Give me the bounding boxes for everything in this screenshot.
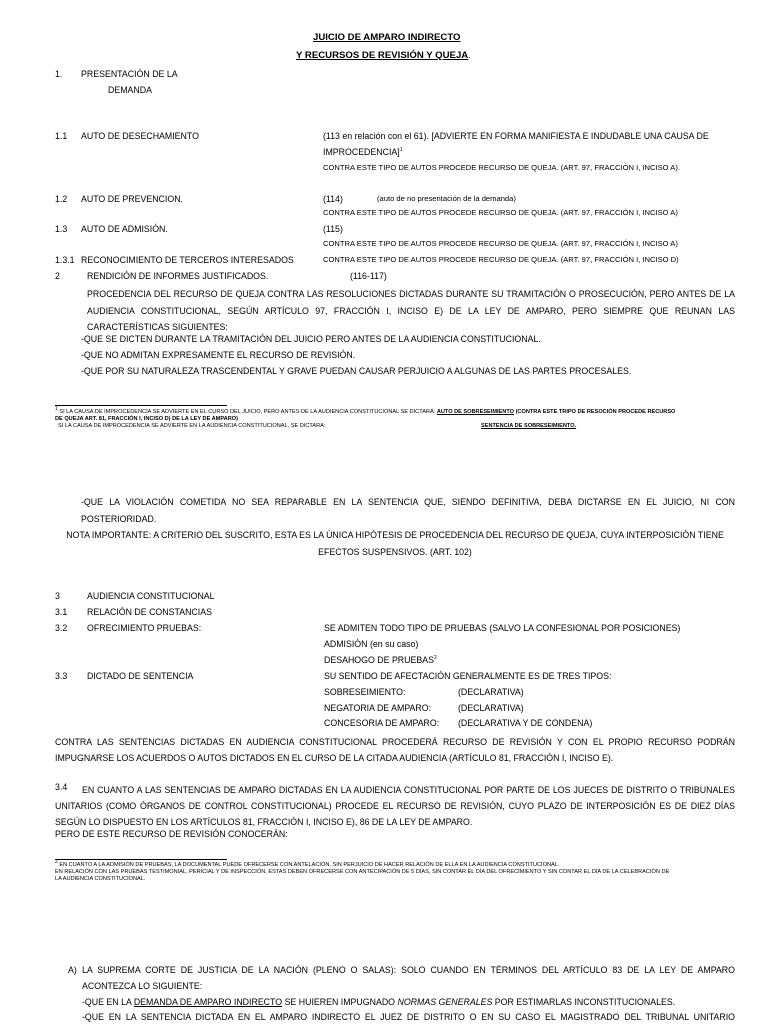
footnote-1-line-a2: DE QUEJA ART. 81, FRACCIÓN I, INCISO D) DE LA LEY DE AMPARO)	[55, 416, 238, 422]
section-3-1-label: RELACIÓN DE CONSTANCIAS	[87, 607, 212, 617]
section-3-2-number: 3.2	[55, 623, 68, 633]
section-1-1-note: CONTRA ESTE TIPO DE AUTOS PROCEDE RECURSO DE QUEJA. (ART. 97, FRACCIÓN I, INCISO A).	[323, 163, 680, 172]
contra-sentencias-paragraph: CONTRA LAS SENTENCIAS DICTADAS EN AUDIENCIA CONSTITUCIONAL PROCEDERÁ RECURSO DE REVISIÓN Y CON EL PROPIO RECURSO PODRÁN IMPUGNARSE LOS ACUERDOS O AUTOS DICTADOS EN EL CURSO DE LA CITADA AUDIENCIA (ARTÍCULO 81, FRACCIÓN I, INCISO E).	[55, 737, 735, 763]
section-3-2-desc-3-wrap	[324, 655, 437, 665]
title-period: .	[468, 50, 471, 60]
item-a-normas-generales: NORMAS GENERALES	[397, 997, 493, 1007]
section-2-bullet-3: -QUE POR SU NATURALEZA TRASCENDENTAL Y GRAVE PUEDAN CAUSAR PERJUICIO A ALGUNAS DE LAS PARTES PROCESALES.	[81, 366, 632, 376]
section-3-3-label: DICTADO DE SENTENCIA	[87, 671, 194, 681]
section-1-2-number: 1.2	[55, 194, 68, 204]
sentence-type-name-1: SOBRESEIMIENTO:	[324, 687, 406, 697]
item-a-text-b: ACONTEZCA LO SIGUIENTE:	[82, 981, 203, 991]
section-3-number: 3	[55, 591, 60, 601]
footnote-2-divider	[55, 859, 227, 860]
footnote-1-text-a: SI LA CAUSA DE IMPROCEDENCIA SE ADVIERTE EN EL CURSO DEL JUICIO, PERO ANTES DE LA AUDIENCIA CONSTITUCIONAL SE DICTARÁ:	[59, 409, 436, 415]
footnote-ref-2: 2	[434, 655, 437, 662]
section-3-2-desc-2: ADMISIÓN (en su caso)	[324, 639, 419, 649]
section-2-paragraph: PROCEDENCIA DEL RECURSO DE QUEJA CONTRA LAS RESOLUCIONES DICTADAS DURANTE SU TRAMITACIÓN O PROSECUCIÓN, PERO ANTES DE LA AUDIENCIA CONSTITUCIONAL, SEGÚN ARTÍCULO 97, FRACCIÓN I, INCISO E) DE LA LEY DE AMPARO, PERO SIEMPRE QUE REUNAN LAS CARACTERÍSTICAS SIGUIENTES:	[87, 289, 735, 332]
section-1-1-desc-a: (113 en relación con el 61). [ADVIERTE EN FORMA MANIFIESTA E INDUDABLE UNA CAUSA DE	[323, 131, 709, 141]
section-1-label-b: DEMANDA	[108, 85, 152, 95]
item-a-text-a: LA SUPREMA CORTE DE JUSTICIA DE LA NACIÓN (PLENO O SALAS): SOLO CUANDO EN TÉRMINOS DEL ARTÍCULO 83 DE LA LEY DE AMPARO	[82, 965, 735, 975]
section-3-label: AUDIENCIA CONSTITUCIONAL	[87, 591, 215, 601]
footnote-1-divider	[55, 405, 227, 406]
title-line-1: JUICIO DE AMPARO INDIRECTO	[313, 32, 461, 43]
section-1-3-1-number: 1.3.1	[55, 255, 75, 265]
section-3-4-number: 3.4	[55, 782, 68, 792]
footnote-2-line-b: EN RELACIÓN CON LAS PRUEBAS TESTIMONIAL, PERICIAL Y DE INSPECCIÓN, ESTAS DEBEN OFRECERSE CON ANTECIPACIÓN DE 5 DÍAS, SIN CONTAR EL DÍA DEL OFRECIMIENTO Y SIN CONTAR EL DÍA DE LA CELEBRACIÓN DE	[55, 869, 670, 875]
section-1-3-number: 1.3	[55, 224, 68, 234]
title-line-2-wrap	[296, 50, 471, 61]
section-1-1-desc-b-wrap	[323, 147, 403, 157]
section-3-2-desc-1: SE ADMITEN TODO TIPO DE PRUEBAS (SALVO LA CONFESIONAL POR POSICIONES)	[324, 623, 681, 633]
footnote-1-line-b: SI LA CAUSA DE IMPROCEDENCIA SE ADVIERTE EN LA AUDIENCIA CONSTITUCIONAL, SE DICTARA:	[58, 423, 326, 429]
section-3-2-label: OFRECIMIENTO PRUEBAS:	[87, 623, 202, 633]
section-3-2-desc-3: DESAHOGO DE PRUEBAS	[324, 655, 434, 665]
section-1-2-label: AUTO DE PREVENCION.	[81, 194, 183, 204]
sentence-type-name-2: NEGATORIA DE AMPARO:	[324, 703, 432, 713]
section-1-2-desc-text: (auto de no presentación de la demanda)	[377, 194, 516, 203]
footnote-2-text-a: EN CUANTO A LA ADMISIÓN DE PRUEBAS, LA DOCUMENTAL PUEDE OFRECERSE CON ANTELACIÓN, SIN PERJUICIO DE HACER RELACIÓN DE ELLA EN LA AUDIENCIA CONSTITUCIONAL.	[59, 862, 560, 868]
item-a-bullet-2: -QUE EN LA SENTENCIA DICTADA EN EL AMPARO INDIRECTO EL JUEZ DE DISTRITO O EN SU CASO EL MAGISTRADO DEL TRIBUNAL UNITARIO	[82, 1012, 735, 1022]
section-3-3-desc: SU SENTIDO DE AFECTACIÓN GENERALMENTE ES DE TRES TIPOS:	[324, 671, 612, 681]
footnote-2-line-c: LA AUDIENCIA CONSTITUCIONAL.	[55, 876, 146, 882]
section-2-number: 2	[55, 271, 60, 281]
footnote-2-line-a	[55, 859, 560, 869]
section-1-number: 1.	[55, 69, 63, 79]
section-1-label-a: PRESENTACIÓN DE LA	[81, 69, 178, 79]
item-a-label: A)	[68, 965, 77, 975]
item-a-bullet-1-pre: -QUE EN LA	[82, 997, 132, 1007]
footnote-1-mark: 1	[55, 406, 58, 413]
section-2-arts: (116-117)	[350, 271, 387, 281]
item-a-bullet-1-mid: SE HUIEREN IMPUGNADO	[284, 997, 396, 1007]
footnote-1-sentencia-sobreseimiento: SENTENCIA DE SOBRESEIMIENTO.	[481, 423, 577, 429]
section-2-bullet-2: -QUE NO ADMITAN EXPRESAMENTE EL RECURSO DE REVISIÓN.	[81, 350, 356, 360]
sentence-type-kind-3: (DECLARATIVA Y DE CONDENA)	[458, 718, 593, 728]
section-1-3-1-note: CONTRA ESTE TIPO DE AUTOS PROCEDE RECURSO DE QUEJA. (ART. 97, FRACCIÓN I, INCISO D)	[323, 255, 679, 264]
item-a-bullet-1-post: POR ESTIMARLAS INCONSTITUCIONALES.	[494, 997, 676, 1007]
sentence-type-name-3: CONCESORIA DE AMPARO:	[324, 718, 440, 728]
section-3-1-number: 3.1	[55, 607, 68, 617]
section-1-2-note: CONTRA ESTE TIPO DE AUTOS PROCEDE RECURSO DE QUEJA. (ART. 97, FRACCIÓN I, INCISO A)	[323, 208, 678, 217]
sentence-type-kind-2: (DECLARATIVA)	[458, 703, 524, 713]
section-1-3-desc: (115)	[323, 224, 343, 234]
section-2-bullet-4: -QUE LA VIOLACIÓN COMETIDA NO SEA REPARABLE EN LA SENTENCIA QUE, SIENDO DEFINITIVA, DEBA DICTARSE EN EL JUICIO, NI CON POSTERIORIDAD.	[81, 497, 735, 524]
section-2-label: RENDICIÓN DE INFORMES JUSTIFICADOS.	[87, 271, 269, 281]
section-2-bullet-1: -QUE SE DICTEN DURANTE LA TRAMITACIÓN DEL JUICIO PERO ANTES DE LA AUDIENCIA CONSTITUCIONAL.	[81, 334, 541, 344]
section-3-4-paragraph: EN CUANTO A LAS SENTENCIAS DE AMPARO DICTADAS EN LA AUDIENCIA CONSTITUCIONAL POR PARTE DE LOS JUECES DE DISTRITO O TRIBUNALES UNITARIOS (COMO ÓRGANOS DE CONTROL CONSTITUCIONAL) PROCEDE EL RECURSO DE REVISIÓN, CUYO PLAZO DE INTERPOSICIÓN ES DE DIEZ DÍAS SEGÚN LO DISPUESTO EN LOS ARTÍCULOS 81, FRACCIÓN I, INCISO E), 86 DE LA LEY DE AMPARO.	[55, 785, 735, 827]
section-1-3-note: CONTRA ESTE TIPO DE AUTOS PROCEDE RECURSO DE QUEJA. (ART. 97, FRACCIÓN I, INCISO A)	[323, 239, 678, 248]
footnote-1-line-a	[55, 406, 676, 416]
footnote-1-auto-sobreseimiento: AUTO DE SOBRESEIMIENTO	[436, 409, 514, 415]
section-1-1-number: 1.1	[55, 131, 68, 141]
footnote-ref-1: 1	[399, 147, 403, 154]
section-1-1-desc-b: IMPROCEDENCIA]	[323, 147, 400, 157]
title-line-2: Y RECURSOS DE REVISIÓN Y QUEJA	[296, 50, 469, 61]
sentence-type-kind-1: (DECLARATIVA)	[458, 687, 524, 697]
footnote-1-text-a-post: (CONTRA ESTE TRIPO DE RESOCIÓN PROCEDE RECURSO	[515, 409, 676, 415]
section-1-2-desc-num: (114)	[323, 194, 343, 204]
footnote-2-mark: 2	[55, 859, 58, 866]
section-1-3-label: AUTO DE ADMISIÓN.	[81, 224, 168, 234]
section-1-1-label: AUTO DE DESECHAMIENTO	[81, 131, 199, 141]
nota-importante: NOTA IMPORTANTE: A CRITERIO DEL SUSCRITO, ESTA ES LA ÚNICA HIPÓTESIS DE PROCEDENCIA DEL RECURSO DE QUEJA, CUYA INTERPOSICIÓN TIENE EFECTOS SUSPENSIVOS. (ART. 102)	[66, 530, 724, 557]
section-3-3-number: 3.3	[55, 671, 68, 681]
section-1-3-1-label: RECONOCIMIENTO DE TERCEROS INTERESADOS	[81, 255, 294, 265]
section-3-4-pero: PERO DE ESTE RECURSO DE REVISIÓN CONOCERÁN:	[55, 829, 288, 839]
item-a-bullet-1	[82, 997, 675, 1007]
item-a-demanda-amparo: DEMANDA DE AMPARO INDIRECTO	[133, 997, 283, 1007]
